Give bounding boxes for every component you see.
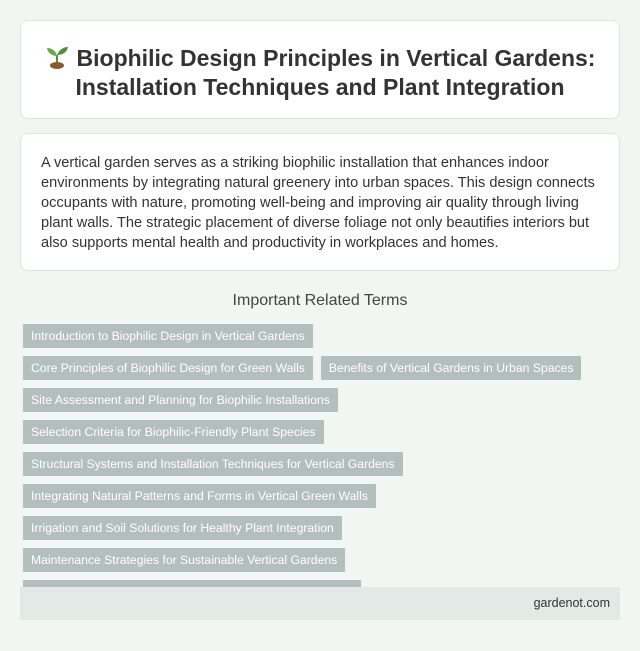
- related-term-tag[interactable]: Structural Systems and Installation Techniques for Vertical Gardens: [23, 452, 403, 476]
- footer: [20, 587, 620, 620]
- related-term-tag[interactable]: Integrating Natural Patterns and Forms in Vertical Green Walls: [23, 484, 376, 508]
- title-card: [20, 20, 620, 119]
- related-term-tag[interactable]: Maintenance Strategies for Sustainable Vertical Gardens: [23, 548, 345, 572]
- page-title-text: Biophilic Design Principles in Vertical Gardens: Installation Techniques and Plant Integration: [75, 45, 596, 100]
- related-term-tag[interactable]: Core Principles of Biophilic Design for Green Walls: [23, 356, 313, 380]
- related-terms-heading: Important Related Terms: [232, 292, 408, 309]
- related-terms-list: [23, 324, 603, 604]
- related-term-tag[interactable]: Introduction to Biophilic Design in Vertical Gardens: [23, 324, 313, 348]
- description-card: [20, 133, 620, 271]
- footer-site-link[interactable]: gardenot.com: [533, 596, 610, 610]
- description-text: A vertical garden serves as a striking biophilic installation that enhances indoor environments by integrating natural greenery into urban spaces. This design connects occupants with nature, promoting well-being and improving air quality through living plant walls. The strategic placement of diverse foliage not only beautifies interiors but also supports mental health and productivity in workplaces and homes.: [41, 155, 595, 251]
- page-title: [21, 43, 619, 102]
- related-term-tag[interactable]: Irrigation and Soil Solutions for Healthy Plant Integration: [23, 516, 342, 540]
- related-term-tag[interactable]: Benefits of Vertical Gardens in Urban Spaces: [321, 356, 582, 380]
- related-term-tag[interactable]: Selection Criteria for Biophilic-Friendly Plant Species: [23, 420, 324, 444]
- related-term-tag[interactable]: Site Assessment and Planning for Biophilic Installations: [23, 388, 338, 412]
- sprout-icon: [45, 43, 69, 69]
